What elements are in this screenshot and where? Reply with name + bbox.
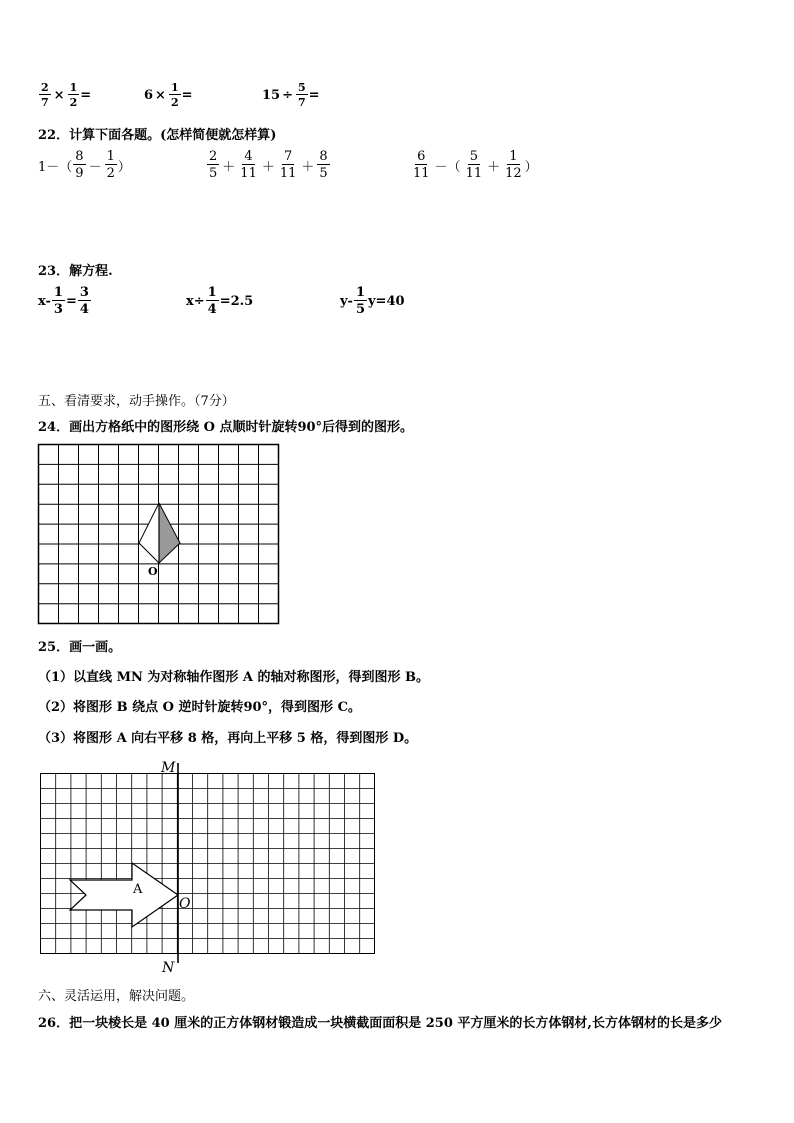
expression-top-3: 15 ÷ $\frac{5}{7}$ = xyxy=(262,81,320,109)
q22-expression-3: $\frac{6}{11}$ －（ $\frac{5}{11}$ ＋ $\frac{1}{12}$ ） xyxy=(413,149,538,181)
q24-grid-figure xyxy=(38,444,280,624)
section-5-title: 五、看清要求，动手操作。（7分） xyxy=(38,394,235,409)
section-6-title: 六、灵活运用，解决问题。 xyxy=(38,989,195,1004)
q24-point-o-label: O xyxy=(148,565,158,578)
q23-title: 23．解方程. xyxy=(38,264,113,279)
q25-item-2: （2）将图形 B 绕点 O 逆时针旋转90°，得到图形 C。 xyxy=(38,700,361,715)
q24-shape xyxy=(139,503,180,563)
q24-title: 24．画出方格纸中的图形绕 O 点顺时针旋转90°后得到的图形。 xyxy=(38,420,414,435)
label-a: A xyxy=(133,882,143,897)
label-m: M xyxy=(161,760,176,776)
q25-title: 25．画一画。 xyxy=(38,640,122,655)
q22-title: 22．计算下面各题。(怎样简便就怎样算) xyxy=(38,128,277,143)
q25-grid-figure xyxy=(40,758,376,974)
q22-expression-2: $\frac{2}{5}$ ＋ $\frac{4}{11}$ ＋ $\frac{7}{11}$ ＋ $\frac{8}{5}$ xyxy=(209,149,328,181)
q22-expression-1: 1－（ $\frac{8}{9}$ － $\frac{1}{2}$ ） xyxy=(38,149,131,181)
q25-item-1: （1）以直线 MN 为对称轴作图形 A 的轴对称图形，得到图形 B。 xyxy=(38,670,430,685)
expression-top-1: $\frac{2}{7}$ × $\frac{1}{2}$ = xyxy=(41,81,92,109)
q23-equation-3: y- $\frac{1}{5}$ y=40 xyxy=(340,285,405,317)
label-n: N xyxy=(162,960,175,976)
q25-item-3: （3）将图形 A 向右平移 8 格，再向上平移 5 格，得到图形 D。 xyxy=(38,731,418,746)
q23-equation-1: x- $\frac{1}{3}$ = $\frac{3}{4}$ xyxy=(38,285,89,317)
q25-grid xyxy=(41,774,375,954)
expression-top-2: 6 × $\frac{1}{2}$ = xyxy=(144,81,193,109)
label-o: O xyxy=(179,896,191,912)
q23-equation-2: x÷ $\frac{1}{4}$ =2.5 xyxy=(186,285,254,317)
q26-title: 26．把一块棱长是 40 厘米的正方体钢材锻造成一块横截面面积是 250 平方厘米的长方体钢材,长方体钢材的长是多少 xyxy=(38,1016,722,1031)
